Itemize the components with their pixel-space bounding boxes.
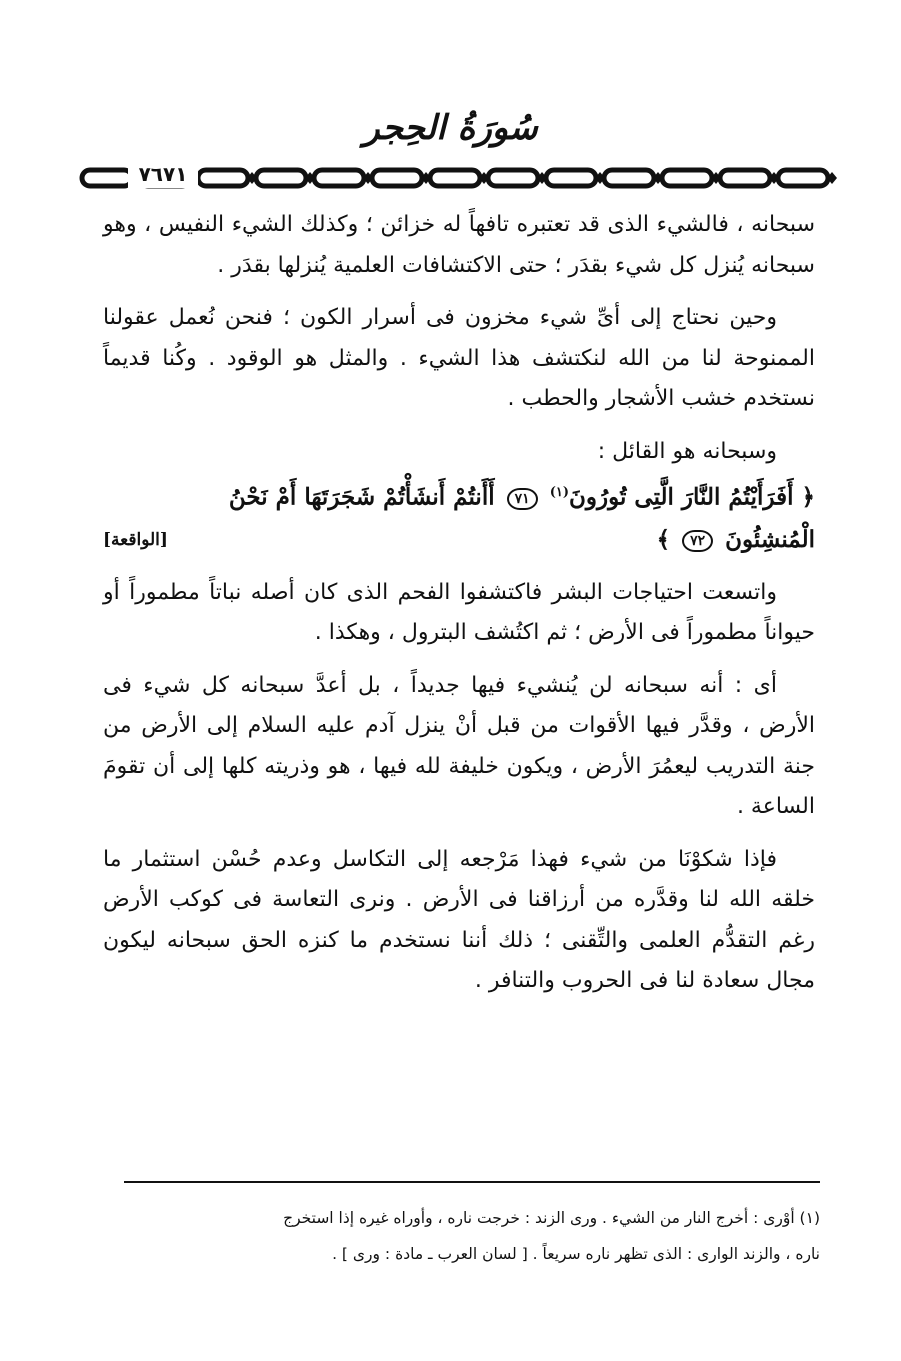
paragraph-5: أى : أنه سبحانه لن يُنشيء فيها جديداً ، بل أعدَّ سبحانه كل شيء فى الأرض ، وقدَّر فيها الأقوات من قبل أنْ ينزل آدم عليه السلام إلى الأرض من جنة التدريب ليعمُرَ الأرض ، ويكون خليفة لله فيها ، هو وذريته كلها إلى أن تقومَ الساعة . — [103, 672, 815, 820]
page-number: ٧٦٧١ — [128, 160, 198, 188]
chain-link — [256, 170, 306, 186]
chain-link — [720, 170, 770, 186]
paragraph-2: وحين نحتاج إلى أىِّ شيء مخزون فى أسرار الكون ؛ فنحن نُعمل عقولنا الممنوحة لنا من الله لنكتشف هذا الشيء . والمثل هو الوقود . وكُنا قديماً نستخدم خشب الأشجار والحطب . — [103, 305, 815, 411]
chain-link — [82, 170, 132, 186]
chain-link — [314, 170, 364, 186]
footnote — [110, 1200, 820, 1272]
chain-link — [662, 170, 712, 186]
main-text — [103, 205, 815, 1002]
footnote-separator — [124, 1181, 820, 1183]
chain-link — [488, 170, 538, 186]
chain-link — [372, 170, 422, 186]
chain-link — [546, 170, 596, 186]
ayah-number-72: ٧٢ — [682, 530, 713, 552]
footnote-line-1: (١) أوْرى : أخرج النار من الشيء . ورى الزند : خرجت ناره ، وأوراه غيره إذا استخرج — [283, 1209, 820, 1227]
paragraph-6: فإذا شكوْنَا من شيء فهذا مَرْجعه إلى التكاسل وعدم حُسْن استثمار ما خلقه الله لنا وقدَّره من أرزاقنا فى الأرض . ونرى التعاسة فى كوكب الأرض رغم التقدُّم العلمى والتِّقنى ؛ ذلك أننا نستخدم ما كنزه الحق سبحانه ليكون مجال سعادة لنا فى الحروب والتنافر . — [103, 846, 815, 994]
verse-close-bracket: ﴾ — [656, 525, 671, 553]
verse-text-c: الْمُنشِئُونَ — [725, 525, 815, 553]
footnote-marker: (١) — [549, 485, 569, 500]
paragraph-3: وسبحانه هو القائل : — [597, 438, 777, 464]
verse-line-1 — [103, 472, 815, 519]
chain-link — [430, 170, 480, 186]
ayah-number-71: ٧١ — [507, 488, 538, 510]
chain-link — [604, 170, 654, 186]
paragraph-4: واتسعت احتياجات البشر فاكتشفوا الفحم الذى كان أصله نباتاً مطموراً أو حيواناً مطموراً فى الأرض ؛ ثم اكتُشف البترول ، وهكذا . — [103, 579, 815, 646]
chain-link — [198, 170, 248, 186]
paragraph-1: سبحانه ، فالشيء الذى قد تعتبره تافهاً له خزائن ؛ وكذلك الشيء النفيس ، وهو سبحانه يُنزل كل شيء بقدَر ؛ حتى الاكتشافات العلمية يُنزلها بقدَر . — [103, 212, 815, 278]
verse-text-b: أَأَنتُمْ أَنشَأْتُمْ شَجَرَتَهَا أَمْ نَحْنُ — [228, 483, 495, 511]
footnote-line-2: ناره ، والزند الوارى : الذى تظهر ناره سريعاً . [ لسان العرب ـ مادة : ورى ] . — [332, 1245, 820, 1263]
quran-verse — [103, 472, 815, 561]
surah-reference: [الواقعة] — [103, 529, 168, 550]
verse-open-bracket: ﴿ — [801, 483, 815, 511]
surah-title: سُورَةُ الحِجر — [363, 108, 538, 148]
chain-link — [778, 170, 828, 186]
verse-text-a: أَفَرَأَيْتُمُ النَّارَ الَّتِى تُورُونَ — [569, 483, 794, 511]
verse-line-2 — [103, 519, 815, 561]
